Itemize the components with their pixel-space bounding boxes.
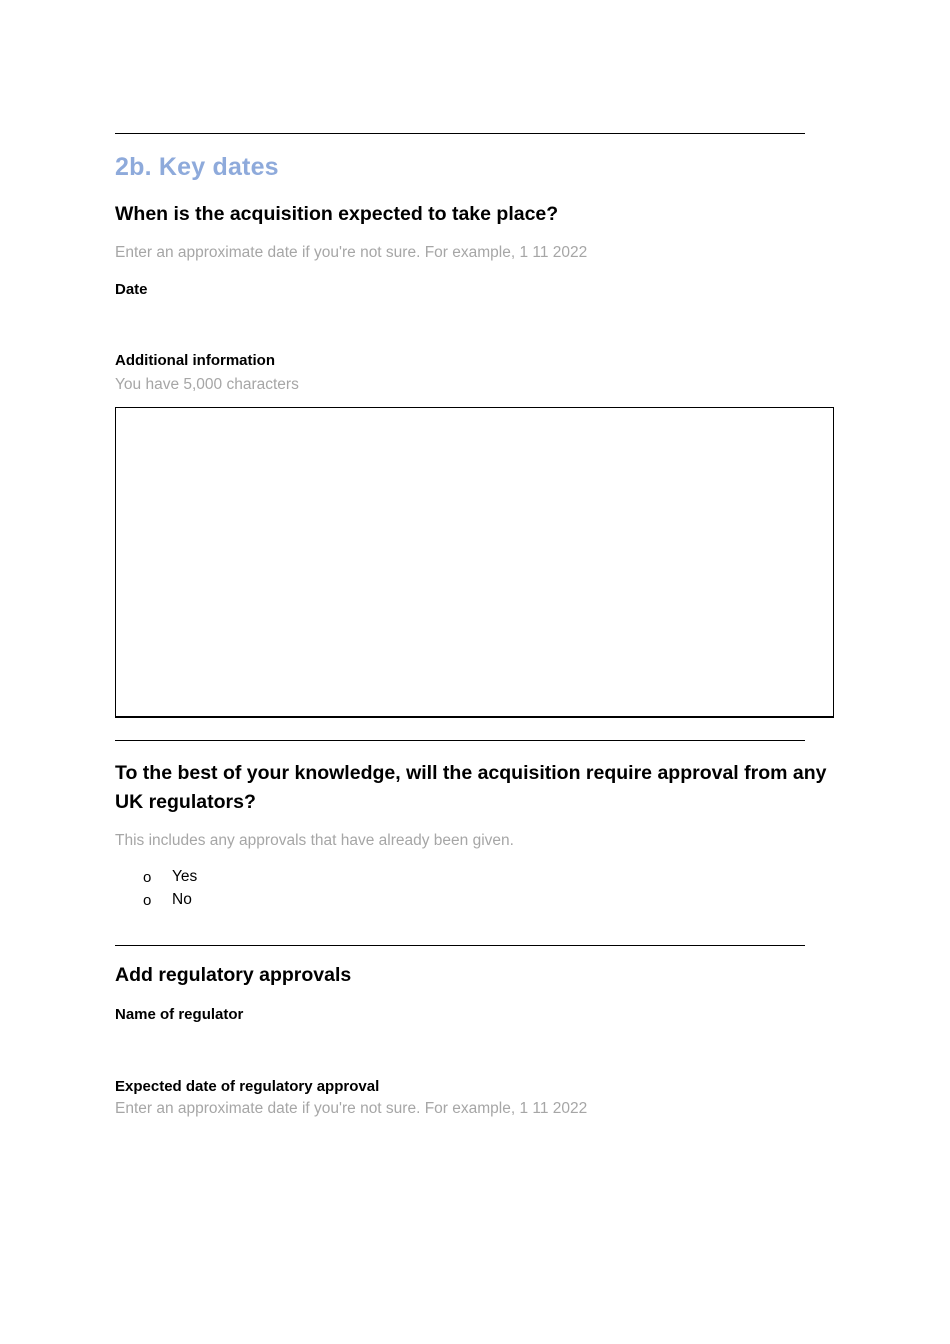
regulator-approval-hint: This includes any approvals that have already been given. xyxy=(115,832,514,849)
lower-divider xyxy=(115,945,805,946)
radio-option-yes[interactable] xyxy=(143,868,197,886)
add-approvals-heading: Add regulatory approvals xyxy=(115,964,352,986)
additional-info-label: Additional information xyxy=(115,352,275,369)
radio-option-label: No xyxy=(172,891,192,908)
char-limit-hint: You have 5,000 characters xyxy=(115,376,299,393)
regulator-approval-question xyxy=(115,759,827,817)
radio-circle-icon[interactable]: o xyxy=(143,891,152,909)
additional-info-textarea[interactable] xyxy=(115,407,834,718)
section-title: 2b. Key dates xyxy=(115,153,279,181)
date-label: Date xyxy=(115,281,148,298)
regulator-approval-question-line2: UK regulators? xyxy=(115,791,256,813)
regulator-approval-question-line1: To the best of your knowledge, will the acquisition require approval from any xyxy=(115,762,827,784)
top-divider xyxy=(115,133,805,134)
expected-date-hint: Enter an approximate date if you're not sure. For example, 1 11 2022 xyxy=(115,1100,588,1117)
regulator-name-label: Name of regulator xyxy=(115,1006,244,1023)
radio-option-no[interactable] xyxy=(143,891,192,909)
radio-circle-icon[interactable]: o xyxy=(143,868,152,886)
middle-divider xyxy=(115,740,805,741)
radio-option-label: Yes xyxy=(172,868,198,885)
expected-date-label: Expected date of regulatory approval xyxy=(115,1078,380,1095)
acquisition-date-hint: Enter an approximate date if you're not sure. For example, 1 11 2022 xyxy=(115,244,588,261)
acquisition-date-question: When is the acquisition expected to take place? xyxy=(115,203,559,225)
